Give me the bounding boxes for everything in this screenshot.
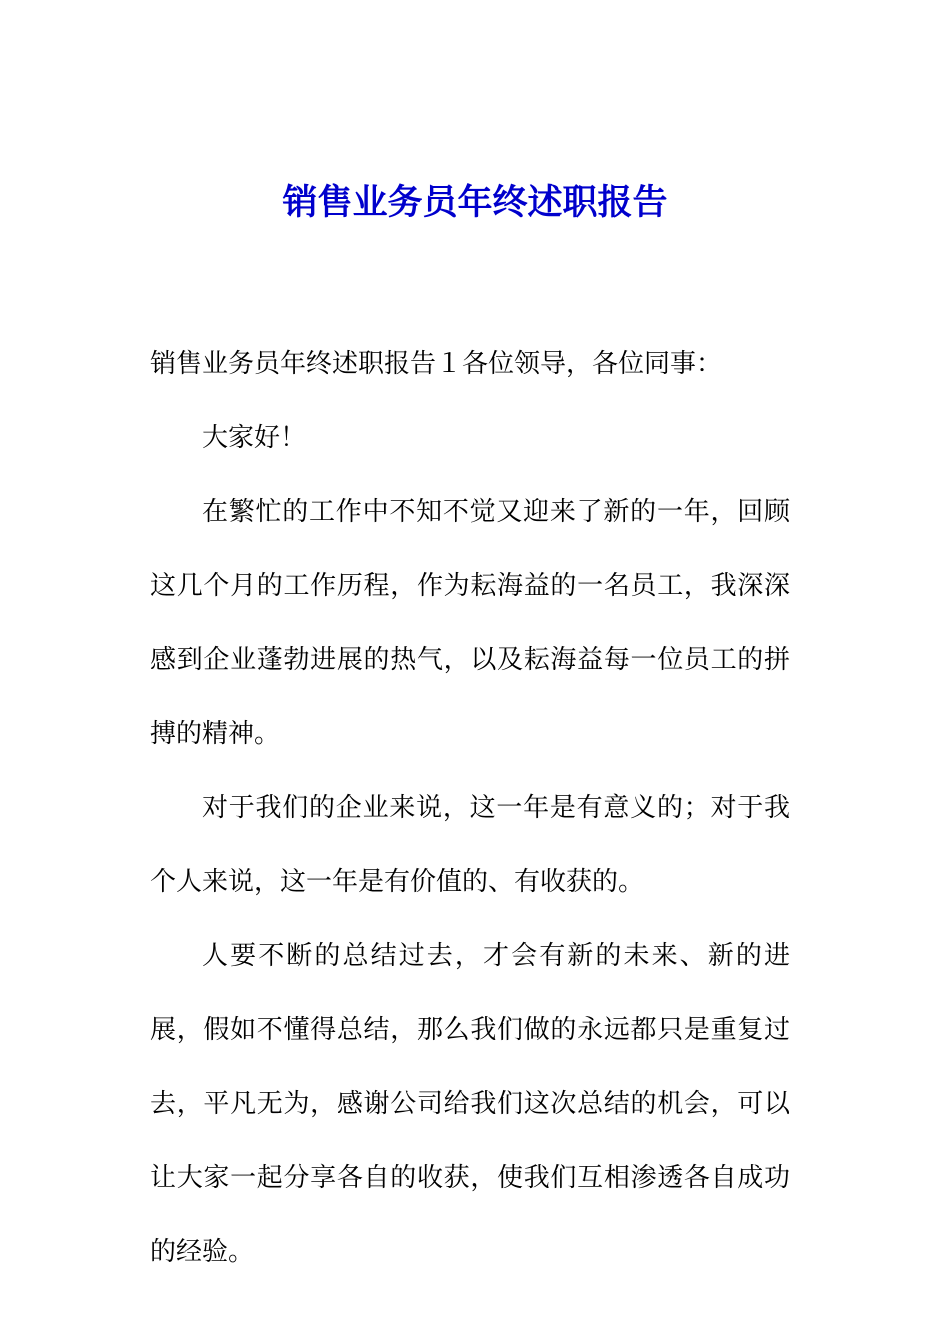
paragraph-hello: 大家好！ (202, 423, 307, 453)
paragraph-review: 在繁忙的工作中不知不觉又迎来了新的一年，回顾这几个月的工作历程，作为耘海益的一名员工，我深深感到企业蓬勃进展的热气，以及耘海益每一位员工的拼搏的精神。 (150, 497, 790, 749)
paragraph-meaning: 对于我们的企业来说，这一年是有意义的；对于我个人来说，这一年是有价值的、有收获的。 (150, 793, 790, 897)
document-body (150, 327, 790, 1289)
paragraph-greeting-line: 销售业务员年终述职报告１各位领导，各位同事： (150, 349, 723, 379)
document-title: 销售业务员年终述职报告 (282, 182, 668, 223)
paragraph-summary: 人要不断的总结过去，才会有新的未来、新的进展，假如不懂得总结，那么我们做的永远都只是重复过去，平凡无为，感谢公司给我们这次总结的机会，可以让大家一起分享各自的收获，使我们互相渗透各自成功的经验。 (150, 941, 790, 1267)
